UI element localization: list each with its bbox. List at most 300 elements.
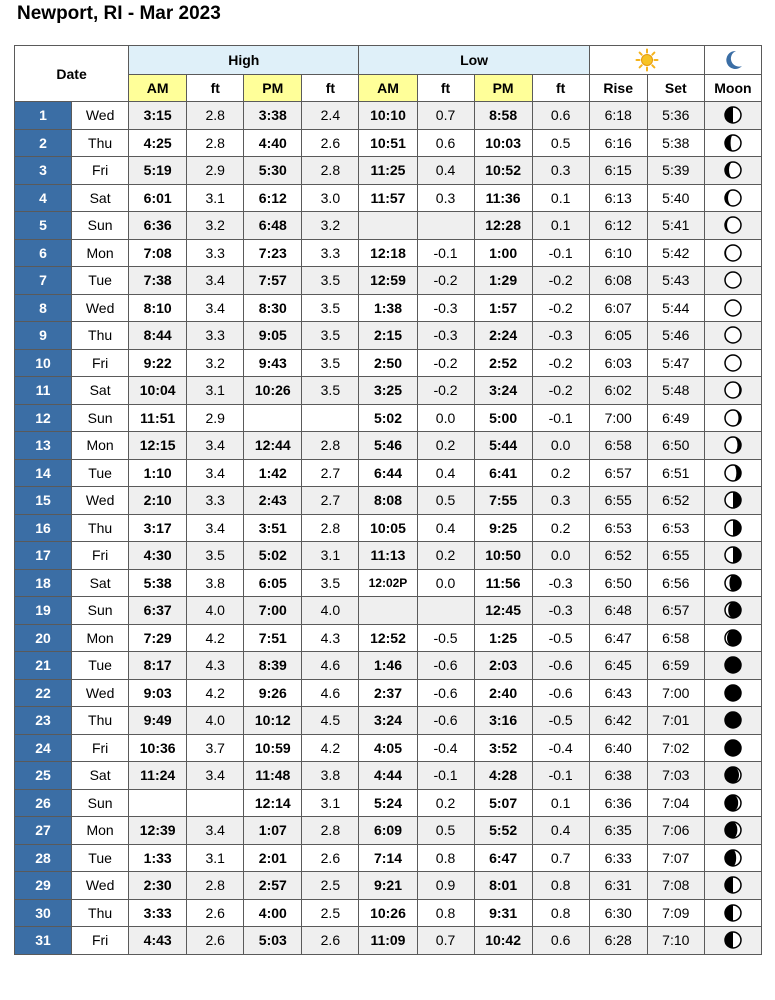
sunset-time: 5:46 (647, 322, 704, 350)
high-pm-time: 8:30 (244, 294, 302, 322)
high-pm-height: 3.1 (302, 789, 359, 817)
low-am-time: 11:57 (359, 184, 417, 212)
low-am-time: 12:18 (359, 239, 417, 267)
high-pm-time: 8:39 (244, 652, 302, 680)
low-am-header: AM (359, 75, 417, 102)
low-pm-time: 3:24 (474, 377, 532, 405)
day-of-week: Sat (72, 762, 129, 790)
moon-phase-icon (723, 243, 743, 263)
low-pm-height: -0.6 (532, 679, 589, 707)
moon-phase-icon (723, 463, 743, 483)
moon-phase-icon (723, 490, 743, 510)
sunrise-time: 6:10 (589, 239, 647, 267)
high-am-height: 4.0 (187, 597, 244, 625)
day-of-week: Fri (72, 734, 129, 762)
moon-phase (704, 762, 761, 790)
day-of-week: Sun (72, 597, 129, 625)
sunset-time: 5:44 (647, 294, 704, 322)
low-pm-time: 2:24 (474, 322, 532, 350)
low-pm-height: -0.5 (532, 624, 589, 652)
low-am-height (417, 212, 474, 240)
table-row (15, 817, 762, 845)
moon-phase-icon (723, 380, 743, 400)
low-am-time: 2:50 (359, 349, 417, 377)
low-pm-height: -0.3 (532, 569, 589, 597)
moon-phase (704, 899, 761, 927)
moon-phase-icon (723, 353, 743, 373)
low-am-time: 5:02 (359, 404, 417, 432)
moon-phase (704, 377, 761, 405)
day-number: 19 (15, 597, 72, 625)
high-am-time: 3:33 (129, 899, 187, 927)
low-am-height: 0.9 (417, 872, 474, 900)
low-pm-height: 0.3 (532, 157, 589, 185)
day-of-week: Mon (72, 239, 129, 267)
table-row (15, 789, 762, 817)
moon-phase (704, 624, 761, 652)
day-number: 15 (15, 487, 72, 515)
low-am-height: 0.2 (417, 789, 474, 817)
table-row (15, 404, 762, 432)
moon-phase (704, 459, 761, 487)
low-pm-time: 3:16 (474, 707, 532, 735)
high-pm-time: 4:00 (244, 899, 302, 927)
high-am-height: 3.4 (187, 762, 244, 790)
high-pm-height: 2.7 (302, 487, 359, 515)
high-pm-time: 9:05 (244, 322, 302, 350)
high-pm-height: 3.5 (302, 267, 359, 295)
day-number: 20 (15, 624, 72, 652)
low-am-time: 12:02P (359, 569, 417, 597)
sunset-time: 6:51 (647, 459, 704, 487)
low-pm-height: 0.2 (532, 459, 589, 487)
high-pm-time: 5:30 (244, 157, 302, 185)
low-am-time: 5:24 (359, 789, 417, 817)
high-am-header: AM (129, 75, 187, 102)
moon-phase-icon (723, 820, 743, 840)
sunrise-time: 6:47 (589, 624, 647, 652)
high-pm-height: 4.5 (302, 707, 359, 735)
moon-phase-icon (723, 793, 743, 813)
low-pm-height: -0.1 (532, 762, 589, 790)
moon-phase-icon (723, 848, 743, 868)
low-pm-height: -0.4 (532, 734, 589, 762)
day-of-week: Thu (72, 514, 129, 542)
high-pm-time: 7:51 (244, 624, 302, 652)
high-am-height: 3.4 (187, 432, 244, 460)
high-pm-time: 5:02 (244, 542, 302, 570)
day-of-week: Thu (72, 707, 129, 735)
moon-phase (704, 789, 761, 817)
low-pm-header: PM (474, 75, 532, 102)
sunrise-time: 6:55 (589, 487, 647, 515)
crescent-moon-icon (722, 49, 744, 71)
low-pm-time: 9:31 (474, 899, 532, 927)
high-am-time: 8:17 (129, 652, 187, 680)
table-row (15, 377, 762, 405)
high-am-time: 4:43 (129, 927, 187, 955)
moon-phase (704, 652, 761, 680)
moon-phase-icon (723, 600, 743, 620)
day-of-week: Thu (72, 129, 129, 157)
moon-phase-icon (723, 903, 743, 923)
high-am-height: 3.1 (187, 184, 244, 212)
low-am-time: 11:09 (359, 927, 417, 955)
day-number: 13 (15, 432, 72, 460)
sunset-time: 5:38 (647, 129, 704, 157)
sun-icon (635, 48, 659, 72)
low-pm-height: 0.0 (532, 432, 589, 460)
low-am-time: 2:37 (359, 679, 417, 707)
moon-phase-icon (723, 160, 743, 180)
sunrise-time: 6:31 (589, 872, 647, 900)
high-pm-time: 6:48 (244, 212, 302, 240)
day-number: 14 (15, 459, 72, 487)
high-pm-time: 9:26 (244, 679, 302, 707)
high-am-time: 12:39 (129, 817, 187, 845)
high-am-height: 2.8 (187, 102, 244, 130)
high-am-height: 3.4 (187, 514, 244, 542)
day-of-week: Mon (72, 817, 129, 845)
sunset-time: 6:55 (647, 542, 704, 570)
day-of-week: Tue (72, 459, 129, 487)
sunrise-time: 6:30 (589, 899, 647, 927)
sunrise-time: 6:35 (589, 817, 647, 845)
day-of-week: Wed (72, 102, 129, 130)
sunset-time: 5:47 (647, 349, 704, 377)
high-pm-height: 4.0 (302, 597, 359, 625)
low-pm-time: 11:36 (474, 184, 532, 212)
high-pm-height: 2.5 (302, 872, 359, 900)
high-pm-height: 2.8 (302, 817, 359, 845)
high-pm-time: 4:40 (244, 129, 302, 157)
low-am-time: 5:46 (359, 432, 417, 460)
high-pm-time: 6:12 (244, 184, 302, 212)
day-number: 22 (15, 679, 72, 707)
sunrise-time: 6:40 (589, 734, 647, 762)
day-of-week: Tue (72, 652, 129, 680)
low-am-height: 0.7 (417, 102, 474, 130)
low-am-height: 0.3 (417, 184, 474, 212)
table-row (15, 597, 762, 625)
sunrise-time: 6:08 (589, 267, 647, 295)
low-am-time: 8:08 (359, 487, 417, 515)
high-pm-height: 4.2 (302, 734, 359, 762)
low-pm-time: 12:28 (474, 212, 532, 240)
moon-phase (704, 294, 761, 322)
low-am-height: -0.2 (417, 267, 474, 295)
high-am-ft-header: ft (187, 75, 244, 102)
moon-phase-icon (723, 105, 743, 125)
moon-phase (704, 432, 761, 460)
high-am-height: 2.6 (187, 927, 244, 955)
low-am-time: 7:14 (359, 844, 417, 872)
high-am-time: 1:33 (129, 844, 187, 872)
high-pm-height: 3.5 (302, 294, 359, 322)
day-of-week: Thu (72, 322, 129, 350)
high-header: High (129, 46, 359, 75)
high-am-height: 3.7 (187, 734, 244, 762)
sunrise-time: 6:13 (589, 184, 647, 212)
low-pm-time: 10:42 (474, 927, 532, 955)
moon-phase (704, 267, 761, 295)
high-am-time: 1:10 (129, 459, 187, 487)
low-pm-time: 5:52 (474, 817, 532, 845)
low-am-height: 0.7 (417, 927, 474, 955)
sunset-time: 5:42 (647, 239, 704, 267)
low-pm-time: 2:40 (474, 679, 532, 707)
sunset-time: 7:02 (647, 734, 704, 762)
high-pm-time: 3:51 (244, 514, 302, 542)
moon-phase (704, 514, 761, 542)
low-pm-height: 0.1 (532, 184, 589, 212)
sunrise-time: 6:42 (589, 707, 647, 735)
high-am-height: 4.0 (187, 707, 244, 735)
high-am-height: 3.3 (187, 487, 244, 515)
low-pm-height: -0.3 (532, 322, 589, 350)
sunrise-time: 6:16 (589, 129, 647, 157)
low-pm-time: 7:55 (474, 487, 532, 515)
high-am-height: 2.8 (187, 872, 244, 900)
low-pm-time: 1:29 (474, 267, 532, 295)
low-am-height: -0.3 (417, 322, 474, 350)
day-of-week: Fri (72, 542, 129, 570)
high-am-time: 4:25 (129, 129, 187, 157)
day-number: 7 (15, 267, 72, 295)
sunset-time: 7:07 (647, 844, 704, 872)
high-pm-height: 3.5 (302, 349, 359, 377)
high-pm-time: 3:38 (244, 102, 302, 130)
sunset-time: 5:36 (647, 102, 704, 130)
moon-phase-icon (723, 270, 743, 290)
moon-phase (704, 487, 761, 515)
low-pm-height: 0.1 (532, 789, 589, 817)
moon-phase (704, 129, 761, 157)
moon-header: Moon (704, 75, 761, 102)
low-am-time: 12:59 (359, 267, 417, 295)
low-am-height (417, 597, 474, 625)
low-pm-height: 0.6 (532, 102, 589, 130)
day-of-week: Sun (72, 404, 129, 432)
day-number: 24 (15, 734, 72, 762)
table-row (15, 349, 762, 377)
day-of-week: Sun (72, 789, 129, 817)
high-am-height: 3.3 (187, 239, 244, 267)
moon-phase (704, 239, 761, 267)
moon-phase-icon (723, 518, 743, 538)
day-number: 4 (15, 184, 72, 212)
day-number: 23 (15, 707, 72, 735)
low-pm-time: 8:01 (474, 872, 532, 900)
moon-phase (704, 597, 761, 625)
high-pm-height: 2.8 (302, 514, 359, 542)
low-pm-time: 4:28 (474, 762, 532, 790)
day-of-week: Wed (72, 872, 129, 900)
moon-phase (704, 349, 761, 377)
day-number: 30 (15, 899, 72, 927)
high-pm-time: 12:44 (244, 432, 302, 460)
moon-phase-icon (723, 655, 743, 675)
moon-phase-icon (723, 298, 743, 318)
moon-phase-icon (723, 765, 743, 785)
low-pm-height: 0.4 (532, 817, 589, 845)
day-of-week: Wed (72, 294, 129, 322)
low-am-time: 12:52 (359, 624, 417, 652)
low-am-time: 6:44 (359, 459, 417, 487)
moon-phase-icon (723, 573, 743, 593)
low-am-height: -0.2 (417, 349, 474, 377)
table-row (15, 157, 762, 185)
low-am-height: 0.4 (417, 459, 474, 487)
table-row (15, 707, 762, 735)
low-pm-time: 2:52 (474, 349, 532, 377)
moon-phase (704, 569, 761, 597)
table-row (15, 514, 762, 542)
table-row (15, 927, 762, 955)
day-number: 16 (15, 514, 72, 542)
high-pm-height: 3.0 (302, 184, 359, 212)
moon-phase-icon (723, 683, 743, 703)
sunset-header: Set (647, 75, 704, 102)
low-pm-time: 5:07 (474, 789, 532, 817)
day-of-week: Wed (72, 487, 129, 515)
moon-phase-icon (723, 435, 743, 455)
high-pm-time: 10:12 (244, 707, 302, 735)
sunrise-time: 6:43 (589, 679, 647, 707)
low-am-height: -0.5 (417, 624, 474, 652)
sunrise-time: 6:58 (589, 432, 647, 460)
low-am-height: 0.0 (417, 404, 474, 432)
sunset-time: 5:40 (647, 184, 704, 212)
table-row (15, 267, 762, 295)
low-pm-height: -0.5 (532, 707, 589, 735)
sunset-time: 7:09 (647, 899, 704, 927)
table-row (15, 212, 762, 240)
low-pm-time: 1:25 (474, 624, 532, 652)
low-pm-height: 0.3 (532, 487, 589, 515)
high-pm-height: 2.4 (302, 102, 359, 130)
table-row (15, 294, 762, 322)
high-am-height (187, 789, 244, 817)
low-am-time (359, 212, 417, 240)
sunset-time: 7:00 (647, 679, 704, 707)
low-pm-time: 10:52 (474, 157, 532, 185)
low-am-time: 9:21 (359, 872, 417, 900)
low-am-height: -0.1 (417, 239, 474, 267)
day-of-week: Mon (72, 432, 129, 460)
day-number: 9 (15, 322, 72, 350)
high-pm-time: 6:05 (244, 569, 302, 597)
high-pm-height: 2.6 (302, 844, 359, 872)
moon-phase (704, 184, 761, 212)
low-pm-time: 12:45 (474, 597, 532, 625)
sunrise-time: 6:12 (589, 212, 647, 240)
sunset-time: 7:03 (647, 762, 704, 790)
low-pm-time: 1:57 (474, 294, 532, 322)
table-row (15, 184, 762, 212)
high-pm-height: 2.6 (302, 927, 359, 955)
high-am-time: 6:01 (129, 184, 187, 212)
high-am-height: 2.6 (187, 899, 244, 927)
high-pm-header: PM (244, 75, 302, 102)
day-number: 25 (15, 762, 72, 790)
day-of-week: Sat (72, 377, 129, 405)
moon-phase (704, 212, 761, 240)
low-pm-height: -0.2 (532, 349, 589, 377)
low-pm-time: 11:56 (474, 569, 532, 597)
day-number: 3 (15, 157, 72, 185)
high-am-time: 6:37 (129, 597, 187, 625)
low-pm-height: -0.2 (532, 294, 589, 322)
low-am-time: 2:15 (359, 322, 417, 350)
high-am-height: 2.8 (187, 129, 244, 157)
high-am-time: 9:03 (129, 679, 187, 707)
sunrise-time: 6:05 (589, 322, 647, 350)
day-number: 5 (15, 212, 72, 240)
sunrise-time: 6:18 (589, 102, 647, 130)
high-pm-time (244, 404, 302, 432)
day-number: 1 (15, 102, 72, 130)
moon-phase-icon (723, 628, 743, 648)
low-am-time: 10:10 (359, 102, 417, 130)
low-am-time: 11:13 (359, 542, 417, 570)
table-row (15, 652, 762, 680)
high-am-time: 2:10 (129, 487, 187, 515)
low-pm-time: 10:50 (474, 542, 532, 570)
moon-phase-icon (723, 738, 743, 758)
moon-phase-icon (723, 133, 743, 153)
day-of-week: Fri (72, 349, 129, 377)
low-am-time: 10:26 (359, 899, 417, 927)
day-of-week: Tue (72, 267, 129, 295)
moon-phase-icon (723, 710, 743, 730)
low-am-time (359, 597, 417, 625)
high-am-height: 3.1 (187, 844, 244, 872)
sunset-time: 7:10 (647, 927, 704, 955)
sunset-time: 7:06 (647, 817, 704, 845)
day-number: 28 (15, 844, 72, 872)
low-am-time: 10:51 (359, 129, 417, 157)
sunset-time: 5:39 (647, 157, 704, 185)
high-pm-time: 12:14 (244, 789, 302, 817)
low-pm-time: 8:58 (474, 102, 532, 130)
low-am-time: 4:44 (359, 762, 417, 790)
low-pm-time: 5:00 (474, 404, 532, 432)
high-am-time: 11:51 (129, 404, 187, 432)
high-am-time: 7:08 (129, 239, 187, 267)
low-pm-height: -0.1 (532, 404, 589, 432)
sunset-time: 7:08 (647, 872, 704, 900)
moon-phase-icon (723, 545, 743, 565)
low-pm-height: -0.6 (532, 652, 589, 680)
high-am-time: 3:15 (129, 102, 187, 130)
low-header: Low (359, 46, 589, 75)
low-pm-height: -0.3 (532, 597, 589, 625)
day-of-week: Sun (72, 212, 129, 240)
sunrise-time: 6:28 (589, 927, 647, 955)
table-row (15, 844, 762, 872)
low-am-time: 1:38 (359, 294, 417, 322)
low-am-time: 3:25 (359, 377, 417, 405)
low-am-time: 4:05 (359, 734, 417, 762)
sunset-time: 5:43 (647, 267, 704, 295)
low-pm-time: 3:52 (474, 734, 532, 762)
moon-phase (704, 679, 761, 707)
low-am-height: 0.5 (417, 817, 474, 845)
high-pm-height: 3.3 (302, 239, 359, 267)
high-am-height: 3.4 (187, 817, 244, 845)
low-am-height: 0.2 (417, 432, 474, 460)
